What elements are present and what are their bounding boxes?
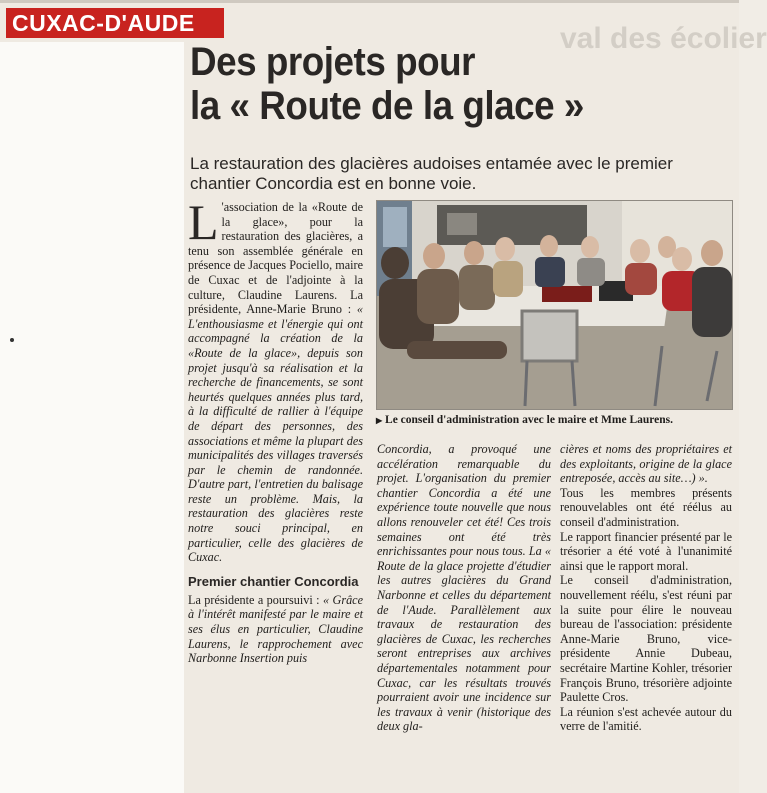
lead-text: 'association de la «Route de la glace», pour la restauration des glacières, a tenu son assemblée générale en présence de Jacques Pociello, maire de Cuxac et de l'adjointe à la culture, Claudine Laurens. La présidente, Anne-Marie Bruno : [188,200,363,317]
column-2-text: Concordia, a provoqué une accélération remarquable du projet. L'organisation du premier chantier Concordia a été une expérience toute nouvelle que nous allons renouveler cet été! Ces trois semaines ont été très enrichissantes pour nous tous. La « Route de la glace projette d'étudier les autres glacières du Grand Narbonne et celles du département de l'Aude. Parallèlement aux travaux de restauration des glacières de Cuxac, les recherches seront entreprises aux archives départementales notamment pour Cuxac, car les résultats trouvés pourraient avoir une incidence sur les travaux à venir (historique des deux gla- [377,442,551,734]
paragraph-finance: Le rapport financier présenté par le trésorier a été voté à l'unanimité ainsi que le rapport moral. [560,529,732,573]
lead-quote: « L'enthousiasme et l'énergie qui ont accompagné la création de la «Route de la glace», depuis son projet jusqu'à sa réalisation et la recherche de financements, se sont heurtés quelques années plus tard, à la difficulté de rallier à l'équipe de départ des personnes, des associations et même la plupart des municipalités des villages traversés par le chemin de randonnée. D'autre part, l'entretien du balisage reste un problème. Mais, la restauration des glacières reste notre souci principal, en particulier, celle des glacières de Cuxac. [188,302,363,565]
column-3 [560,442,732,734]
paragraph-2 [188,593,363,666]
speck [10,338,14,342]
subheadline: La restauration des glacières audoises entamée avec le premier chantier Concordia est en bonne voie. [190,154,673,193]
photo-caption [376,413,731,428]
paragraph-2-quote: « Grâce à l'intérêt manifesté par le maire et ses élus en particulier, Claudine Laurens, le rapprochement avec Narbonne Insertion puis [188,592,363,666]
quote-ending: cières et noms des propriétaires et des exploitants, origine de la glace entreposée, accès au site…) ». [560,442,732,486]
paragraph-closing: La réunion s'est achevée autour du verre de l'amitié. [560,704,732,734]
section-label: CUXAC-D'AUDE [6,8,224,38]
drop-cap: L [188,194,219,250]
photo-illustration [377,201,732,409]
top-rule [0,0,739,3]
paragraph-bureau: Le conseil d'administration, nouvellement réélu, s'est réuni par la suite pour élire le nouveau bureau de l'association: présidente Anne-Marie Bruno, vice-présidente Annie Dubeau, secrétaire Martine Kohler, trésorier François Bruno, trésorière adjointe Paulette Cros. [560,573,732,705]
column-1 [188,194,363,666]
lead-paragraph [188,194,363,565]
page-margin [0,42,184,793]
headline [190,40,687,128]
board-photo [376,200,733,410]
headline-line-2: la « Route de la glace » [190,84,584,128]
column-2 [377,442,551,734]
bleed-through-text: val des écolier [560,22,767,55]
section-subheading: Premier chantier Concordia [188,573,359,589]
paragraph-reelection: Tous les membres présents renouvelables ont été réélus au conseil d'administration. [560,485,732,529]
caption-text: Le conseil d'administration avec le maire et Mme Laurens. [385,414,674,426]
paragraph-2-intro: La présidente a poursuivi : [188,592,323,607]
caption-marker-icon: ▶ [376,416,383,425]
headline-line-1: Des projets pour [190,40,476,84]
